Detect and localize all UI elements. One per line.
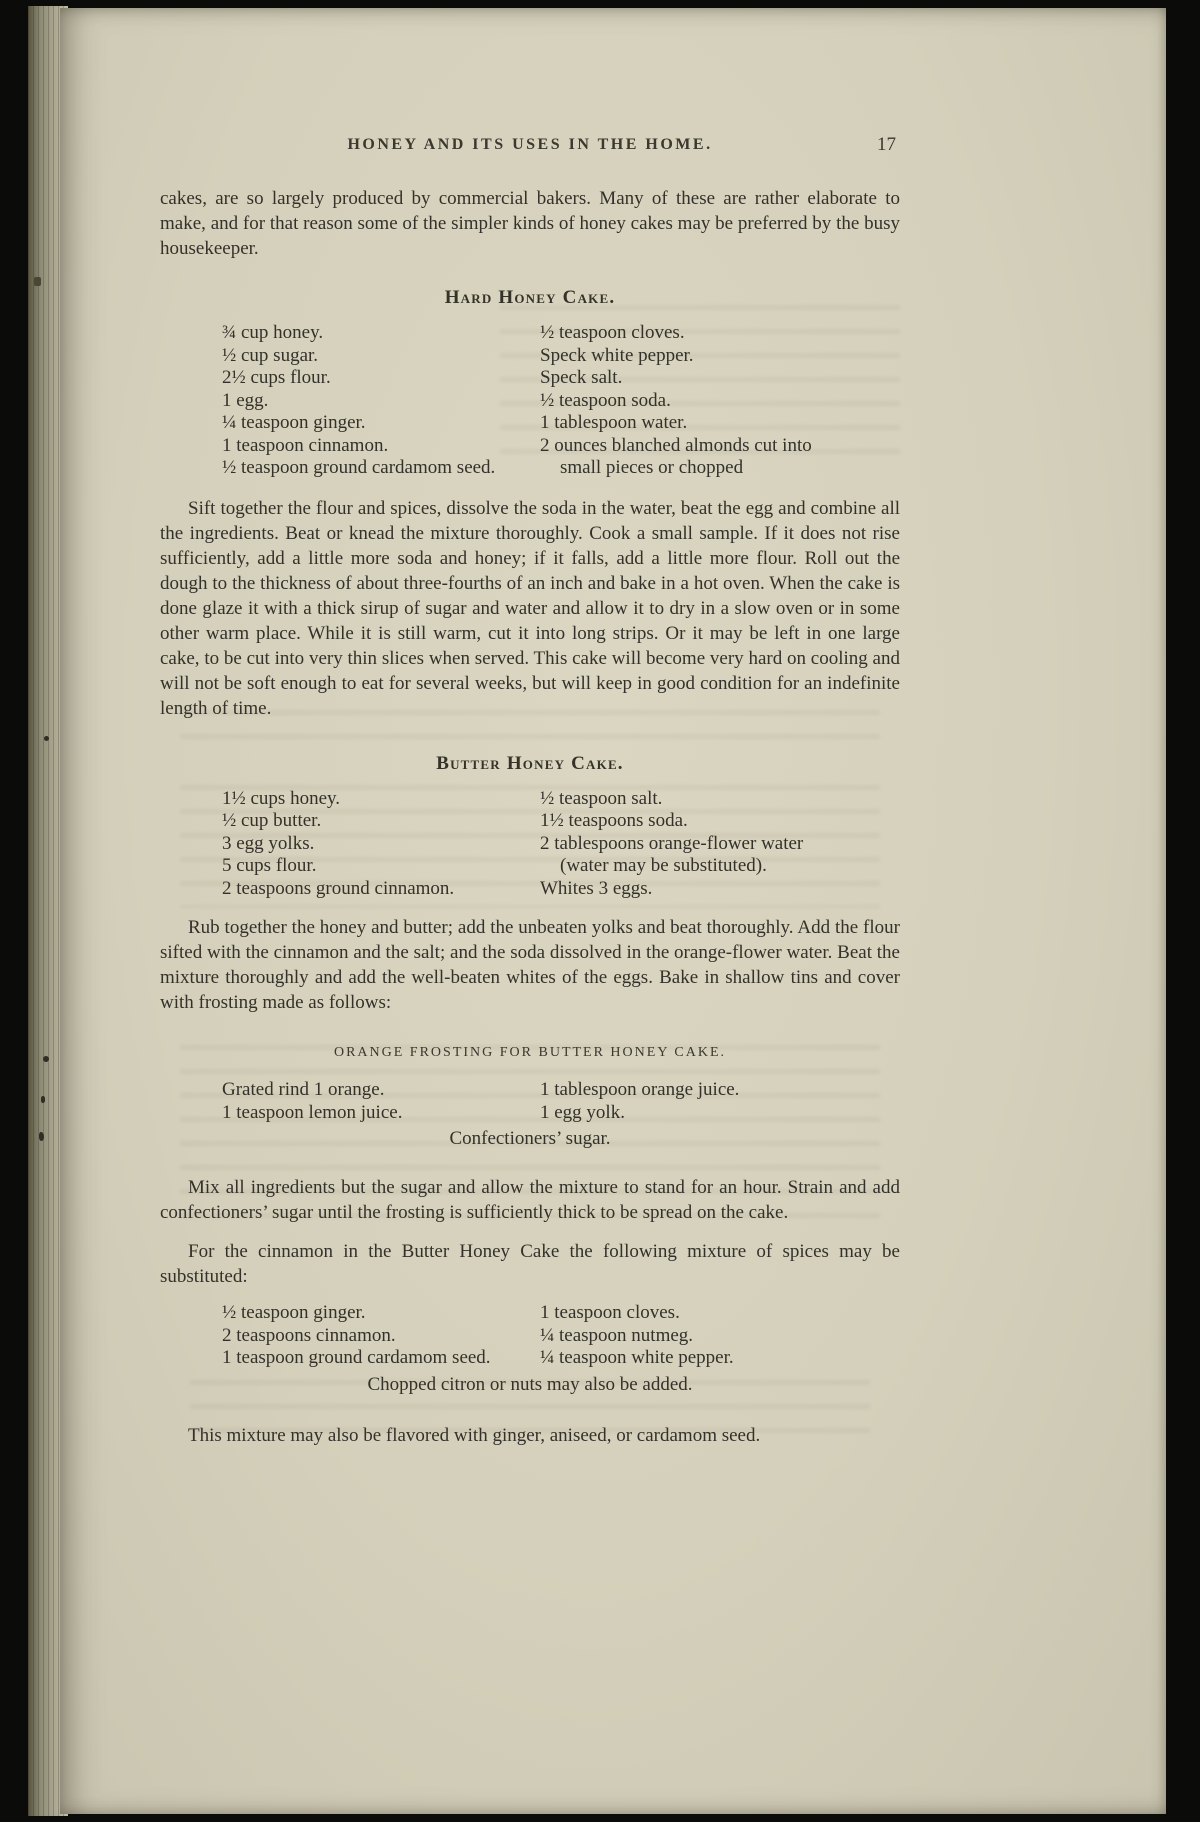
frosting-center-ingredient: Confectioners’ sugar. — [449, 1128, 611, 1149]
ingredient-column-right — [540, 1079, 900, 1124]
heading-butter-honey-cake: Butter Honey Cake. — [436, 752, 624, 774]
ingredient-column-left — [222, 1079, 540, 1124]
ingredient-column-right — [540, 1302, 900, 1370]
ingredient-item: ½ cup sugar. — [222, 344, 319, 366]
page-content — [160, 8, 900, 1448]
paragraph-frosting-instructions: Mix all ingredients but the sugar and allow the mixture to stand for an hour. Strain and add confectioners’ sugar until the frosting is sufficiently thick to be spread on the cake. — [160, 1177, 900, 1223]
ingredient-item: Grated rind 1 orange. — [222, 1079, 385, 1100]
running-title: HONEY AND ITS USES IN THE HOME. — [347, 136, 713, 153]
ingredient-item: 1 tablespoon water. — [540, 412, 688, 433]
hard-honey-cake-ingredients — [160, 322, 900, 480]
ingredient-item: 1½ teaspoons soda. — [540, 810, 688, 831]
ingredient-item: Speck white pepper. — [540, 344, 694, 366]
ingredient-item: 2 ounces blanched almonds cut into — [540, 434, 812, 456]
ingredient-item: ½ teaspoon cloves. — [540, 322, 685, 343]
ingredient-item: ½ teaspoon ground cardamom seed. — [222, 457, 496, 478]
page-header — [160, 136, 900, 160]
ingredient-column-left — [222, 1302, 540, 1370]
ingredient-column-left — [222, 788, 540, 901]
ingredient-item: 3 egg yolks. — [222, 832, 315, 854]
paragraph-closing: This mixture may also be flavored with ginger, aniseed, or cardamom seed. — [188, 1424, 761, 1446]
substitution-center-note: Chopped citron or nuts may also be added. — [367, 1373, 693, 1395]
paragraph-intro: cakes, are so largely produced by commercial bakers. Many of these are rather elaborate to make, and for that reason some of the simpler kinds of honey cakes may be preferred by the busy housekeeper. — [160, 188, 900, 259]
ingredient-item: 2½ cups flour. — [222, 367, 331, 388]
ingredient-item: ¼ teaspoon nutmeg. — [540, 1324, 694, 1346]
paragraph-substitution-intro: For the cinnamon in the Butter Honey Cake the following mixture of spices may be substituted: — [160, 1241, 900, 1287]
ingredient-item-continuation: small pieces or chopped — [560, 457, 744, 478]
paper-page — [60, 8, 1166, 1814]
ingredient-item: 1 teaspoon cinnamon. — [222, 434, 389, 456]
frosting-ingredients — [160, 1079, 900, 1124]
ingredient-item: ½ teaspoon salt. — [540, 787, 663, 809]
ingredient-column-left — [222, 322, 540, 480]
ingredient-item: ¾ cup honey. — [222, 322, 324, 343]
butter-honey-cake-ingredients — [160, 788, 900, 901]
ingredient-item: ½ cup butter. — [222, 810, 322, 831]
ingredient-item: ¼ teaspoon ginger. — [222, 412, 366, 433]
ingredient-item-continuation: (water may be substituted). — [560, 855, 767, 876]
ingredient-item: Speck salt. — [540, 367, 623, 388]
heading-orange-frosting: ORANGE FROSTING FOR BUTTER HONEY CAKE. — [333, 1045, 727, 1060]
ingredient-item: 1 tablespoon orange juice. — [540, 1079, 740, 1100]
spice-substitution-ingredients — [160, 1302, 900, 1370]
ingredient-item: 1 teaspoon ground cardamom seed. — [222, 1347, 491, 1368]
paragraph-hard-instructions: Sift together the flour and spices, dissolve the soda in the water, beat the egg and combine all the ingredients. Beat or knead the mixture thoroughly. Cook a small sample. If it does not rise sufficiently, add a little more soda and honey; if it falls, add a little more flour. Roll out the dough to the thickness of about three-fourths of an inch and bake in a hot oven. When the cake is done glaze it with a thick sirup of sugar and water and allow it to dry in a slow oven or in some other warm place. While it is still warm, cut it into long strips. Or it may be left in one large cake, to be cut into very thin slices when served. This cake will become very hard on cooling and will not be soft enough to eat for several weeks, but will keep in good condition for an indefinite length of time. — [160, 497, 900, 719]
ingredient-item: ½ teaspoon ginger. — [222, 1302, 366, 1323]
ingredient-item: 1 teaspoon cloves. — [540, 1302, 680, 1323]
page-number: 17 — [877, 134, 896, 155]
ingredient-item: 2 teaspoons ground cinnamon. — [222, 877, 455, 899]
ingredient-column-right — [540, 788, 900, 901]
paragraph-butter-instructions: Rub together the honey and butter; add the unbeaten yolks and beat thoroughly. Add the flour sifted with the cinnamon and the salt; and the soda dissolved in the orange-flower water. Beat the mixture thoroughly and add the well-beaten whites of the eggs. Bake in shallow tins and cover with frosting made as follows: — [160, 917, 900, 1013]
ingredient-item: 1 egg. — [222, 389, 269, 411]
ingredient-item: ½ teaspoon soda. — [540, 389, 671, 411]
ingredient-item: ¼ teaspoon white pepper. — [540, 1347, 734, 1368]
ingredient-item: 1 egg yolk. — [540, 1101, 625, 1123]
ingredient-column-right — [540, 322, 900, 480]
ingredient-item: 2 tablespoons orange-flower water — [540, 832, 804, 854]
ingredient-item: 1 teaspoon lemon juice. — [222, 1101, 403, 1123]
ingredient-item: Whites 3 eggs. — [540, 877, 653, 899]
ingredient-item: 1½ cups honey. — [222, 787, 341, 809]
heading-hard-honey-cake: Hard Honey Cake. — [444, 287, 616, 308]
ingredient-item: 2 teaspoons cinnamon. — [222, 1324, 396, 1346]
ingredient-item: 5 cups flour. — [222, 855, 317, 876]
